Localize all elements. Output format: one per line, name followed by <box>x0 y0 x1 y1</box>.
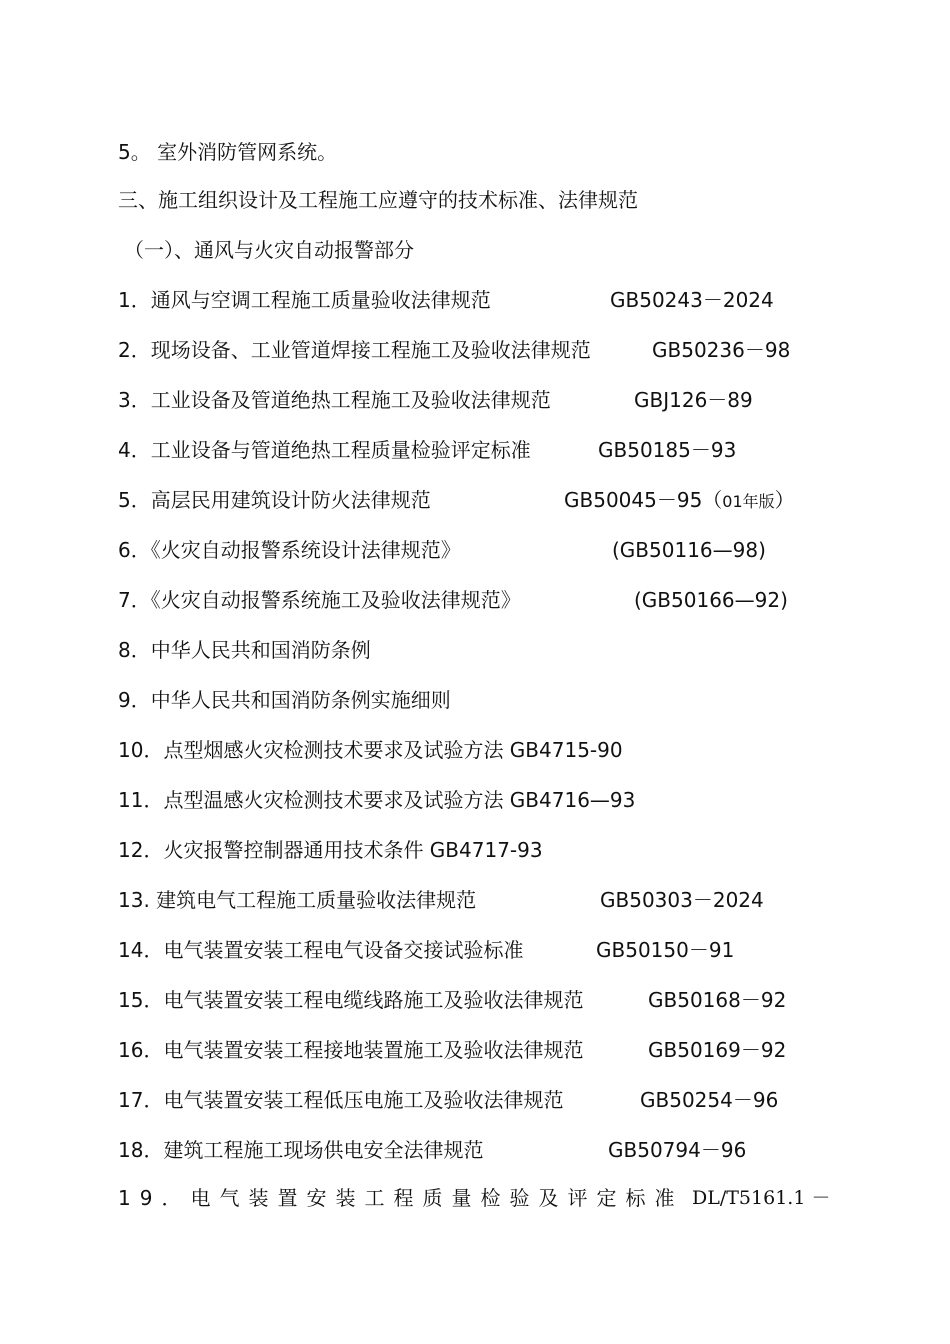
item-text: 14．电气装置安装工程电气设备交接试验标准 <box>118 938 524 962</box>
list-item <box>118 638 371 662</box>
item-text: 10．点型烟感火灾检测技术要求及试验方法 GB4715-90 <box>118 738 623 762</box>
standard-code: GB50169－92 <box>648 1038 787 1062</box>
list-item <box>118 1088 779 1112</box>
standard-code: (GB50116—98) <box>612 538 766 562</box>
item-text: 15．电气装置安装工程电缆线路施工及验收法律规范 <box>118 988 584 1012</box>
list-item <box>118 838 543 862</box>
standard-code: GB50185－93 <box>598 438 737 462</box>
list-item <box>118 588 788 612</box>
standard-code: GB50243－2024 <box>610 288 774 312</box>
list-item <box>118 938 735 962</box>
edition-note: （01年版） <box>702 488 795 512</box>
list-item <box>118 140 337 164</box>
item-text: 5。 室外消防管网系统。 <box>118 140 338 164</box>
standard-code: DL/T5161.1 － <box>692 1187 831 1209</box>
item-text: 4．工业设备与管道绝热工程质量检验评定标准 <box>118 438 531 462</box>
standard-code: (GB50166—92) <box>634 588 788 612</box>
list-item <box>118 288 774 312</box>
item-text: 9．中华人民共和国消防条例实施细则 <box>118 688 451 712</box>
list-item <box>118 538 766 562</box>
item-text: 18．建筑工程施工现场供电安全法律规范 <box>118 1138 484 1162</box>
standard-code: GB50168－92 <box>648 988 787 1012</box>
list-item <box>118 688 451 712</box>
subsection-heading <box>124 238 414 262</box>
subsection-title: （一）、通风与火灾自动报警部分 <box>124 238 414 262</box>
standard-code: GB50236－98 <box>652 338 791 362</box>
item-text: 1．通风与空调工程施工质量验收法律规范 <box>118 288 491 312</box>
standard-code: GB50150－91 <box>596 938 735 962</box>
item-text: 12．火灾报警控制器通用技术条件 GB4717-93 <box>118 838 543 862</box>
standard-code: GB50794－96 <box>608 1138 747 1162</box>
item-text: 19．电气装置安装工程质量检验及评定标准 <box>118 1186 684 1210</box>
list-item <box>118 1186 831 1210</box>
item-text: 13. 建筑电气工程施工质量验收法律规范 <box>118 888 477 912</box>
section-heading <box>118 188 638 212</box>
list-item <box>118 488 795 512</box>
standard-code: GB50045－95（01年版） <box>564 488 795 512</box>
list-item <box>118 438 737 462</box>
item-text: 6．《火灾自动报警系统设计法律规范》 <box>118 538 461 562</box>
list-item <box>118 1038 787 1062</box>
standard-code: GB50303－2024 <box>600 888 764 912</box>
standard-code: GB50254－96 <box>640 1088 779 1112</box>
list-item <box>118 1138 747 1162</box>
list-item <box>118 988 787 1012</box>
list-item <box>118 388 753 412</box>
item-text: 8．中华人民共和国消防条例 <box>118 638 371 662</box>
list-item <box>118 338 791 362</box>
item-text: 5．高层民用建筑设计防火法律规范 <box>118 488 431 512</box>
item-text: 16．电气装置安装工程接地装置施工及验收法律规范 <box>118 1038 584 1062</box>
item-text: 7．《火灾自动报警系统施工及验收法律规范》 <box>118 588 521 612</box>
list-item <box>118 738 623 762</box>
list-item <box>118 788 635 812</box>
item-text: 3．工业设备及管道绝热工程施工及验收法律规范 <box>118 388 551 412</box>
item-text: 2．现场设备、工业管道焊接工程施工及验收法律规范 <box>118 338 591 362</box>
item-text: 11．点型温感火灾检测技术要求及试验方法 GB4716—93 <box>118 788 636 812</box>
item-text: 17．电气装置安装工程低压电施工及验收法律规范 <box>118 1088 564 1112</box>
list-item <box>118 888 764 912</box>
standard-code: GBJ126－89 <box>634 388 753 412</box>
section-title: 三、施工组织设计及工程施工应遵守的技术标准、法律规范 <box>118 188 638 212</box>
